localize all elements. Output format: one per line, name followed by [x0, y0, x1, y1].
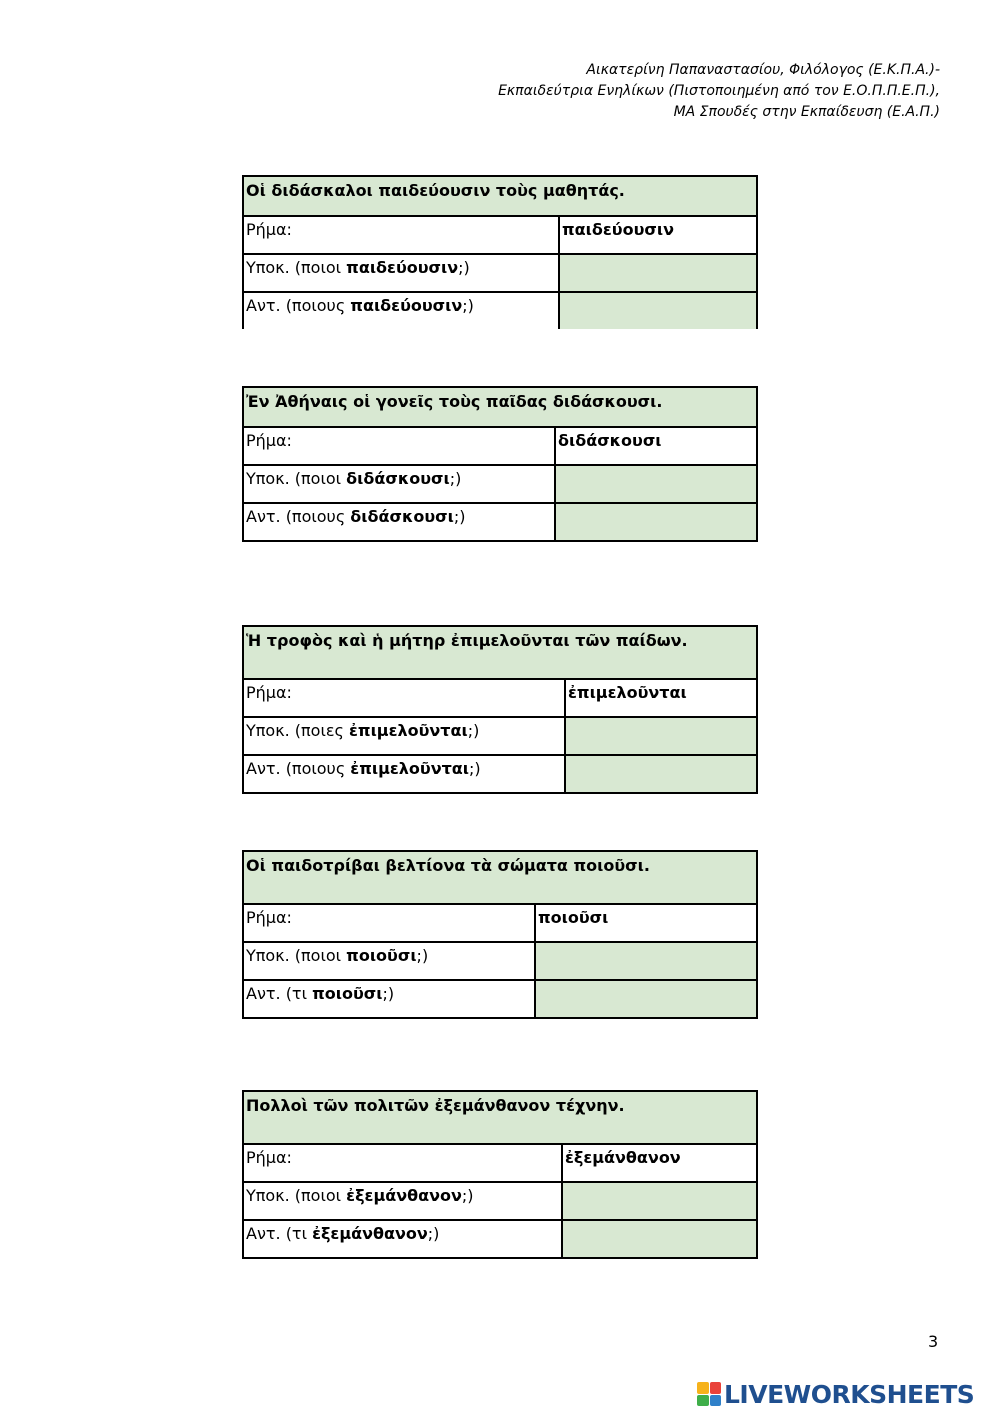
subject-question: Υποκ. (ποιες ἐπιμελοῦνται;): [243, 717, 565, 755]
header-line-3: ΜΑ Σπουδές στην Εκπαίδευση (Ε.Α.Π.): [673, 104, 940, 120]
subject-question: Υποκ. (ποιοι διδάσκουσι;): [243, 465, 555, 503]
subject-answer-field[interactable]: [565, 717, 757, 755]
subject-question: Υποκ. (ποιοι ἐξεμάνθανον;): [243, 1182, 562, 1220]
badge-square-4: [710, 1395, 722, 1407]
subject-answer-field[interactable]: [555, 465, 757, 503]
object-answer-field[interactable]: [562, 1220, 757, 1258]
badge-square-2: [710, 1382, 722, 1394]
object-answer-field[interactable]: [559, 292, 757, 329]
object-question: Αντ. (ποιους διδάσκουσι;): [243, 503, 555, 541]
exercise-table-4: [242, 850, 758, 1019]
verb-cell: ἐπιμελοῦνται: [565, 679, 757, 717]
object-question: Αντ. (ποιους ἐπιμελοῦνται;): [243, 755, 565, 793]
badge-square-3: [697, 1395, 709, 1407]
verb-label: Ρήμα:: [243, 427, 555, 465]
header-line-2: Εκπαιδεύτρια Ενηλίκων (Πιστοποιημένη από τον Ε.Ο.Π.Π.Ε.Π.),: [498, 83, 940, 99]
subject-question: Υποκ. (ποιοι παιδεύουσιν;): [243, 254, 559, 292]
badge-square-1: [697, 1382, 709, 1394]
sentence-cell: Ἐν Ἀθήναις οἱ γονεῖς τοὺς παῖδας διδάσκουσι.: [243, 387, 757, 427]
object-answer-field[interactable]: [565, 755, 757, 793]
verb-label: Ρήμα:: [243, 1144, 562, 1182]
page-number: 3: [928, 1332, 939, 1351]
subject-answer-field[interactable]: [535, 942, 757, 980]
object-answer-field[interactable]: [535, 980, 757, 1018]
sentence-cell: Πολλοὶ τῶν πολιτῶν ἐξεμάνθανον τέχνην.: [243, 1091, 757, 1144]
object-question: Αντ. (ποιους παιδεύουσιν;): [243, 292, 559, 329]
sentence-cell: Οἱ διδάσκαλοι παιδεύουσιν τοὺς μαθητάς.: [243, 176, 757, 216]
logo-text: LIVEWORKSHEETS: [724, 1379, 975, 1409]
verb-cell: ἐξεμάνθανον: [562, 1144, 757, 1182]
verb-cell: παιδεύουσιν: [559, 216, 757, 254]
exercise-table-3: [242, 625, 758, 794]
subject-answer-field[interactable]: [559, 254, 757, 292]
liveworksheets-logo[interactable]: [697, 1378, 974, 1410]
subject-answer-field[interactable]: [562, 1182, 757, 1220]
header-line-1: Αικατερίνη Παπαναστασίου, Φιλόλογος (Ε.Κ.Π.Α.)-: [586, 62, 940, 78]
verb-cell: διδάσκουσι: [555, 427, 757, 465]
verb-label: Ρήμα:: [243, 679, 565, 717]
exercise-table-2: [242, 386, 758, 542]
subject-question: Υποκ. (ποιοι ποιοῦσι;): [243, 942, 535, 980]
exercise-table-1: [242, 175, 758, 329]
verb-cell: ποιοῦσι: [535, 904, 757, 942]
exercise-table-5: [242, 1090, 758, 1259]
object-question: Αντ. (τι ἐξεμάνθανον;): [243, 1220, 562, 1258]
author-header: [498, 60, 940, 123]
verb-label: Ρήμα:: [243, 904, 535, 942]
verb-label: Ρήμα:: [243, 216, 559, 254]
sentence-cell: Οἱ παιδοτρίβαι βελτίονα τὰ σώματα ποιοῦσι.: [243, 851, 757, 904]
object-question: Αντ. (τι ποιοῦσι;): [243, 980, 535, 1018]
sentence-cell: Ἡ τροφὸς καὶ ἡ μήτηρ ἐπιμελοῦνται τῶν παίδων.: [243, 626, 757, 679]
object-answer-field[interactable]: [555, 503, 757, 541]
live-badge-icon: [697, 1382, 721, 1406]
